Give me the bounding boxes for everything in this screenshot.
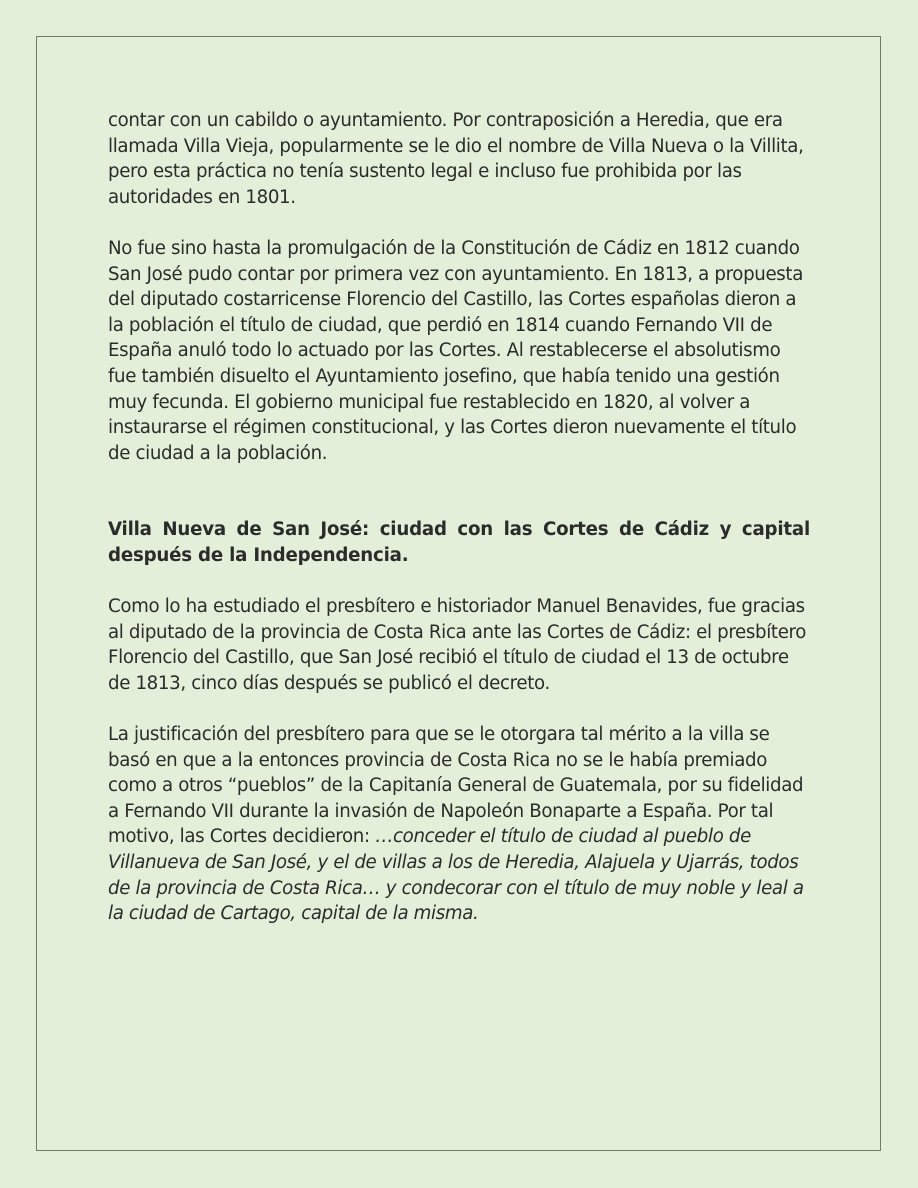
- paragraph-spacer: [108, 210, 810, 236]
- paragraph-spacer: [108, 569, 810, 595]
- paragraph-2: No fue sino hasta la promulgación de la Constitución de Cádiz en 1812 cuando San José pudo contar por primera vez con ayuntamiento. En 1813, a propuesta del diputado costarricense Florencio del Castillo, las Cortes españolas dieron a la población el título de ciudad, que perdió en 1814 cuando Fernando VII de España anuló todo lo actuado por las Cortes. Al restablecerse el absolutismo fue también disuelto el Ayuntamiento josefino, que había tenido una gestión muy fecunda. El gobierno municipal fue restablecido en 1820, al volver a instaurarse el régimen constitucional, y las Cortes dieron nuevamente el título de ciudad a la población.: [108, 237, 803, 464]
- document-body: [108, 108, 810, 927]
- paragraph-1: contar con un cabildo o ayuntamiento. Por contraposición a Heredia, que era llamada Villa Vieja, popularmente se le dio el nombre de Villa Nueva o la Villita, pero esta práctica no tenía sustento legal e incluso fue prohibida por las autoridades en 1801.: [108, 110, 804, 208]
- paragraph-4-lead: La justificación del presbítero para que se le otorgara tal mérito a la villa se basó en que a la entonces provincia de Costa Rica no se le había premiado como a otros “pueblos” de la Capitanía General de Guatemala, por su fidelidad a Fernando VII durante la invasión de Napoleón Bonaparte a España. Por tal motivo, las Cortes decidieron:: [108, 724, 804, 848]
- paragraph-4: [108, 722, 810, 927]
- paragraph-spacer: [108, 696, 810, 722]
- paragraph-3: Como lo ha estudiado el presbítero e historiador Manuel Benavides, fue gracias al diputado de la provincia de Costa Rica ante las Cortes de Cádiz: el presbítero Florencio del Castillo, que San José recibió el título de ciudad el 13 de octubre de 1813, cinco días después se publicó el decreto.: [108, 596, 807, 694]
- section-spacer: [108, 466, 810, 517]
- paragraph-4-quote: …conceder el título de ciudad al pueblo de Villanueva de San José, y el de villas a los de Heredia, Alajuela y Ujarrás, todos de la provincia de Costa Rica… y condecorar con el título de muy noble y leal a la ciudad de Cartago, capital de la misma.: [108, 826, 804, 925]
- section-heading: Villa Nueva de San José: ciudad con las Cortes de Cádiz y capital después de la Independencia.: [108, 519, 810, 566]
